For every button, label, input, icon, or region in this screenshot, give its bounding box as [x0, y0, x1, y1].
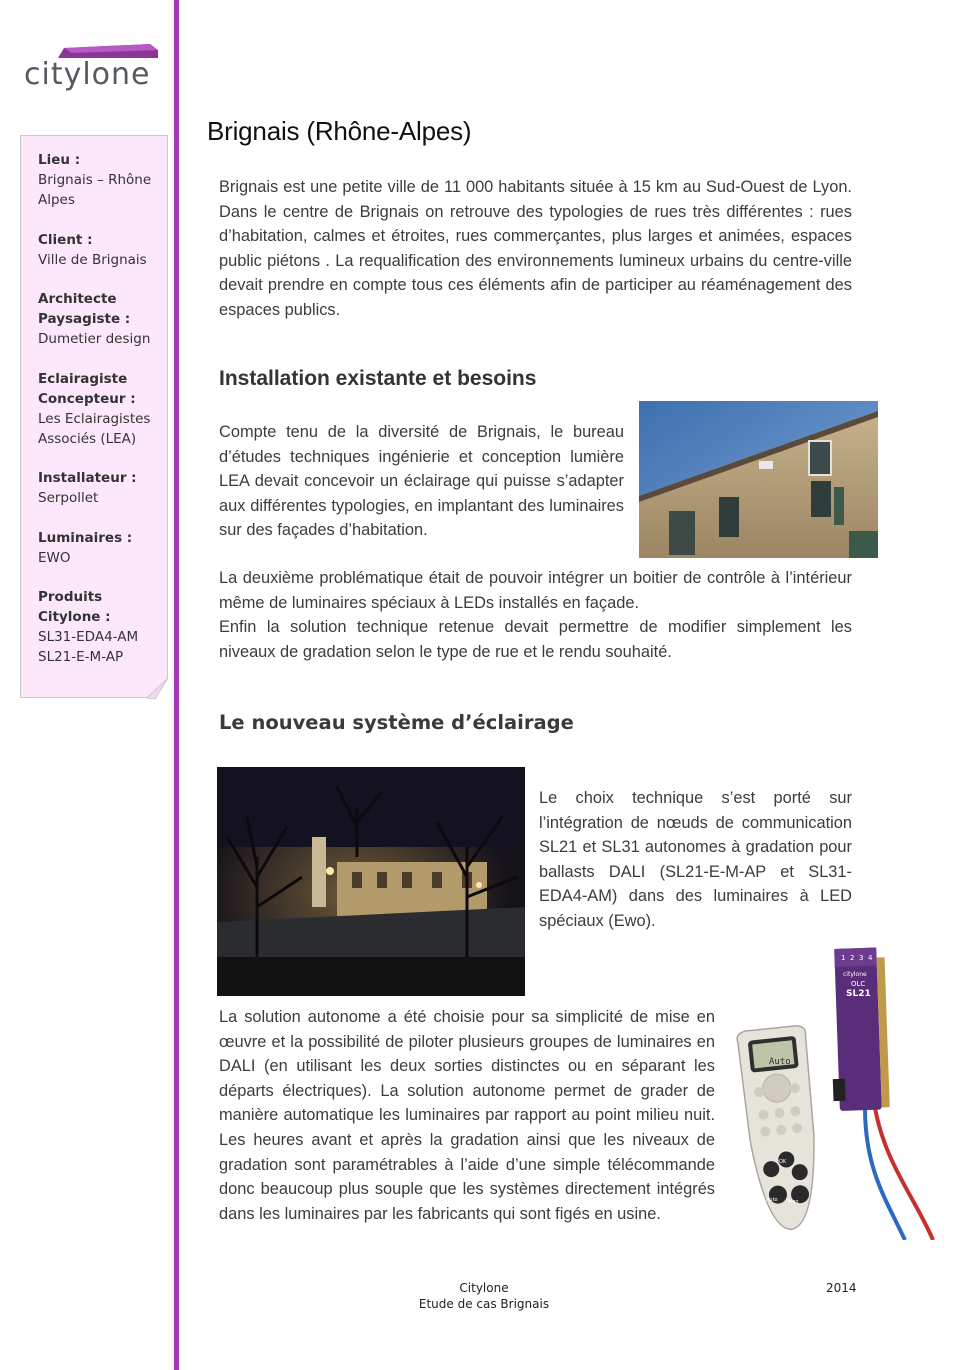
section-heading-installation: Installation existante et besoins — [219, 367, 537, 390]
remote-ok-label: OK — [779, 1159, 787, 1165]
module-number-4: 4 — [868, 954, 873, 962]
project-info-item — [38, 289, 167, 349]
remote-auto-label: Auto — [766, 1197, 778, 1203]
module-number-3: 3 — [859, 954, 864, 962]
project-info-label: Luminaires : — [38, 529, 133, 546]
module-type-label: OLC — [851, 980, 866, 988]
module-number-1: 1 — [841, 954, 846, 962]
project-info-item — [38, 369, 167, 449]
project-info-label: Client : — [38, 231, 93, 248]
footer-subtitle: Etude de cas Brignais — [418, 1297, 550, 1311]
intro-paragraph: Brignais est une petite ville de 11 000 habitants située à 15 km au Sud-Ouest de Lyon. Dans le centre de Brignais on retrouve des typologies de rues très différentes : rues d’habitation, calmes et étroites, rues commerçantes, plus larges et animées, espaces public piétons . La requalification des environnements lumineux urbains du centre-ville devait prendre en compte tous ces éléments afin de participer au réaménagement des espaces publics. — [219, 178, 852, 319]
citylone-logo — [24, 44, 176, 94]
footer-year: 2014 — [826, 1281, 857, 1295]
new-system-paragraph-2: La solution autonome a été choisie pour sa simplicité de mise en œuvre et la possibilité de piloter plusieurs groupes de luminaires en DALI (en utilisant les deux sorties distinctes ou en séparant les départs électriques). La solution autonome permet de grader de manière automatique les luminaires par rapport au point milieu nuit. Les heures avant et après la gradation ainsi que les niveaux de gradation sont paramétrables à l’aide d’une simple télécommande donc beaucoup plus souple que les systèmes directement intégrés dans les luminaires par les fabricants qui sont figés en usine. — [219, 1008, 715, 1223]
night-square-photo — [217, 767, 525, 996]
facade-photo — [639, 401, 878, 558]
project-info-label: Installateur : — [38, 470, 137, 486]
page-title: Brignais (Rhône-Alpes) — [207, 116, 472, 146]
project-info-value: Les Eclairagistes Associés (LEA) — [38, 410, 151, 447]
page-curl-icon — [147, 678, 169, 700]
project-info-value: Dumetier design — [38, 331, 151, 347]
project-info-label: Produits Citylone : — [38, 589, 111, 625]
project-info-value: Brignais – Rhône Alpes — [38, 172, 152, 208]
new-system-paragraph-1: Le choix technique s’est porté sur l’intégration de nœuds de communication SL21 et SL31 autonomes à gradation pour ballasts DALI (SL21-E-M-AP et SL31-EDA4-AM) dans des luminaires à LED spéciaux (Ewo). — [539, 789, 852, 930]
project-info-value: Ville de Brignais — [38, 251, 147, 268]
project-info-item — [38, 468, 167, 508]
remote-man-label: Man — [788, 1199, 799, 1205]
installation-paragraph-1: Compte tenu de la diversité de Brignais, le bureau d’études techniques ingénierie et conception lumière LEA devait concevoir un éclairage qui puisse s’adapter aux différentes typologies, en implantant des luminaires sur des façades d’habitation. — [219, 423, 624, 540]
project-info-item — [38, 150, 167, 210]
project-info-label: Lieu : — [38, 152, 81, 168]
module-model-label: SL21 — [846, 989, 871, 999]
project-info-panel — [20, 135, 168, 698]
project-info-item — [38, 230, 167, 270]
module-number-2: 2 — [850, 954, 855, 962]
logo-text: citylone — [24, 57, 151, 92]
project-info-item — [38, 587, 167, 667]
project-info-label: Architecte Paysagiste : — [38, 291, 131, 327]
section-heading-new-system: Le nouveau système d’éclairage — [219, 711, 574, 734]
remote-screen-text: Auto — [769, 1057, 791, 1067]
project-info-value: EWO — [38, 549, 71, 566]
project-info-label: Eclairagiste Concepteur : — [38, 370, 136, 407]
project-info-item — [38, 528, 167, 568]
installation-paragraph-3: Enfin la solution technique retenue devait permettre de modifier simplement les niveaux de gradation selon le type de rue et le rendu souhaité. — [219, 618, 852, 661]
accent-vertical-bar — [174, 0, 179, 1370]
project-info-value: SL31-EDA4-AM SL21-E-M-AP — [38, 629, 139, 665]
module-brand-label: citylone — [843, 971, 867, 978]
footer-company: Citylone — [459, 1281, 509, 1295]
project-info-value: Serpollet — [38, 490, 99, 506]
installation-paragraph-2: La deuxième problématique était de pouvoir intégrer un boitier de contrôle à l’intérieur même de luminaires spéciaux à LEDs installés en façade. — [219, 569, 852, 612]
remote-and-module-photo — [735, 938, 940, 1240]
